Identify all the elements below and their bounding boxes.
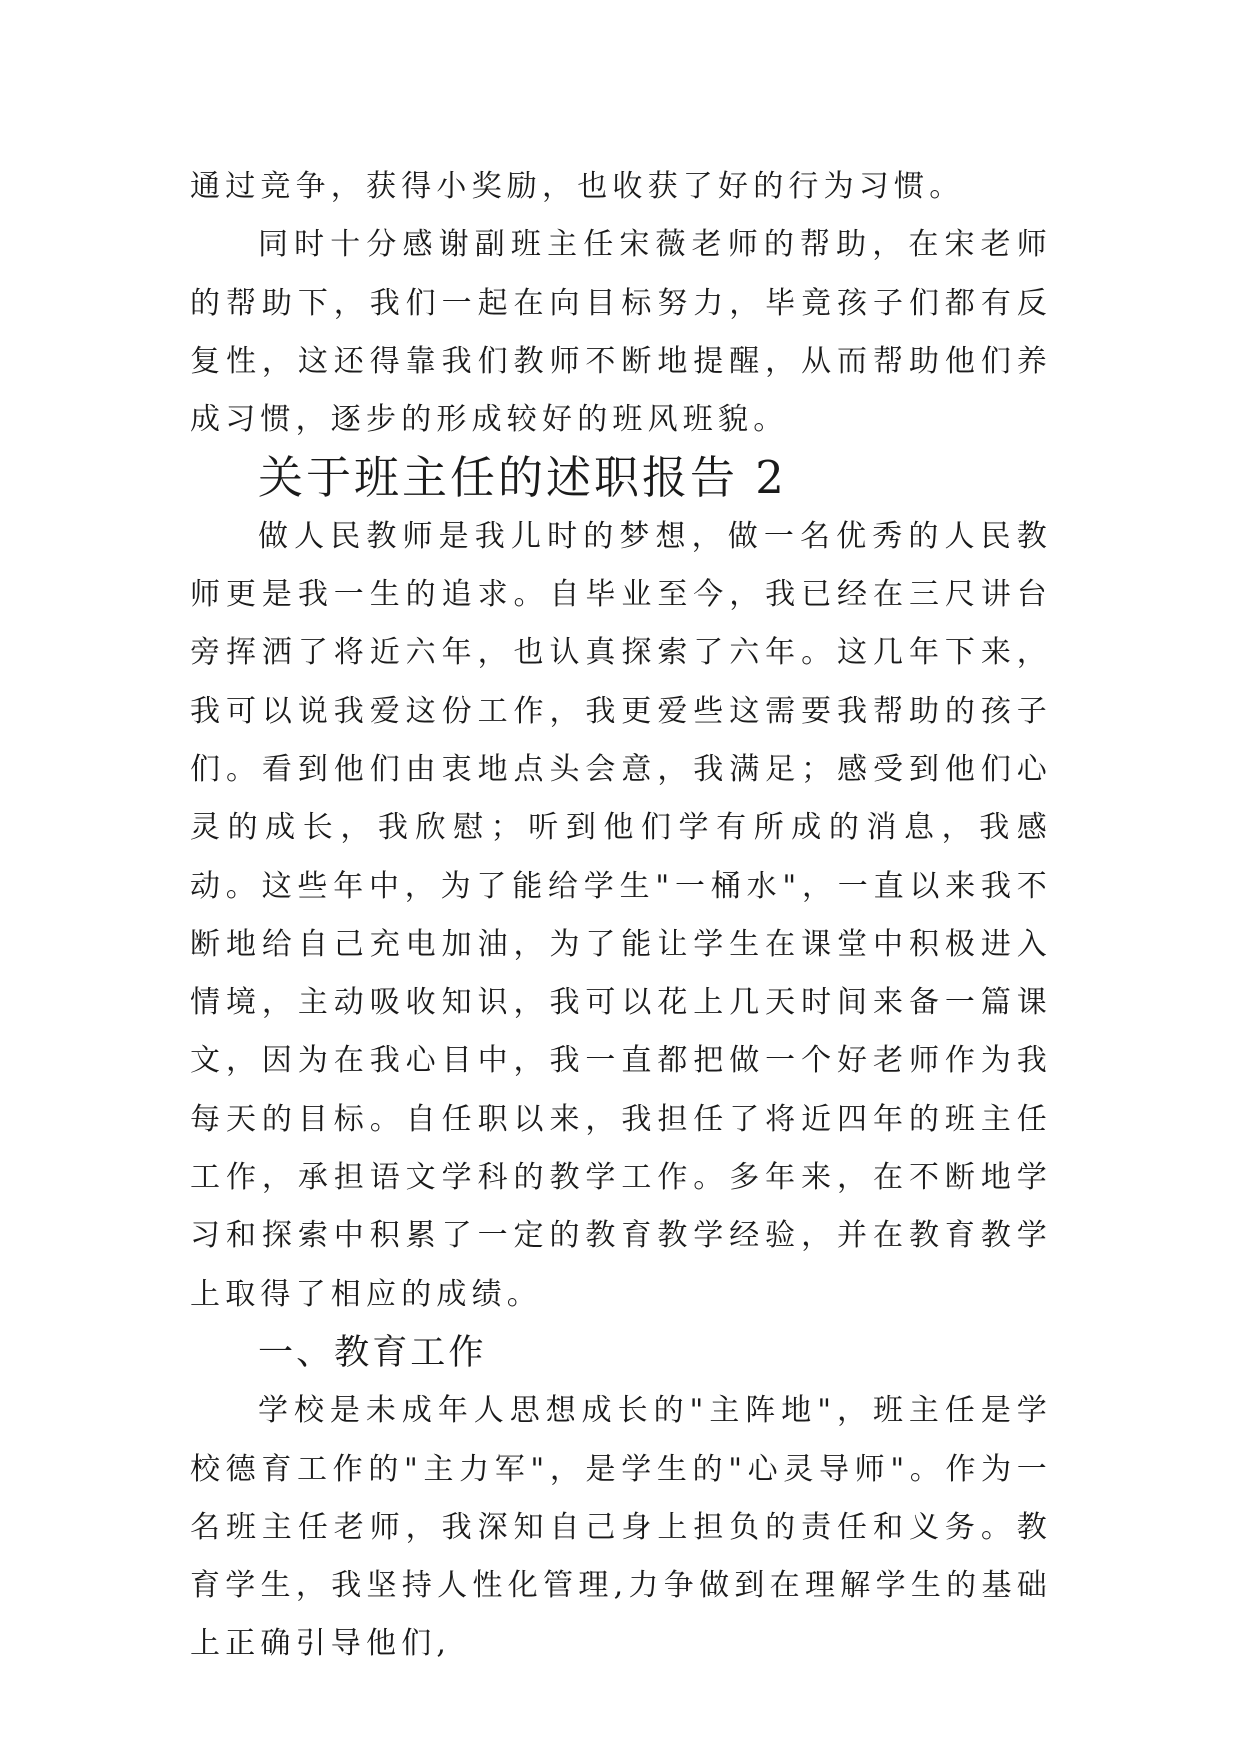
document-page — [190, 158, 1052, 1674]
paragraph-dream: 做人民教师是我儿时的梦想，做一名优秀的人民教师更是我一生的追求。自毕业至今，我已经在三尺讲台旁挥洒了将近六年，也认真探索了六年。这几年下来，我可以说我爱这份工作，我更爱些这需要我帮助的孩子们。看到他们由衷地点头会意，我满足；感受到他们心灵的成长，我欣慰；听到他们学有所成的消息，我感动。这些年中，为了能给学生"一桶水"，一直以来我不断地给自己充电加油，为了能让学生在课堂中积极进入情境，主动吸收知识，我可以花上几天时间来备一篇课文，因为在我心目中，我一直都把做一个好老师作为我每天的目标。自任职以来，我担任了将近四年的班主任工作，承担语文学科的教学工作。多年来，在不断地学习和探索中积累了一定的教育教学经验，并在教育教学上取得了相应的成绩。 — [190, 518, 1052, 1312]
paragraph-school: 学校是未成年人思想成长的"主阵地"，班主任是学校德育工作的"主力军"，是学生的"心灵导师"。作为一名班主任老师，我深知自己身上担负的责任和义务。教育学生，我坚持人性化管理,力争做到在理解学生的基础上正确引导他们, — [190, 1393, 1052, 1662]
paragraph-thanks: 同时十分感谢副班主任宋薇老师的帮助，在宋老师的帮助下，我们一起在向目标努力，毕竟孩子们都有反复性，这还得靠我们教师不断地提醒，从而帮助他们养成习惯，逐步的形成较好的班风班貌。 — [190, 227, 1052, 438]
report-title: 关于班主任的述职报告 2 — [258, 451, 787, 505]
paragraph-intro: 通过竞争，获得小奖励，也收获了好的行为习惯。 — [190, 169, 965, 204]
section-one-title: 一、教育工作 — [258, 1331, 487, 1373]
